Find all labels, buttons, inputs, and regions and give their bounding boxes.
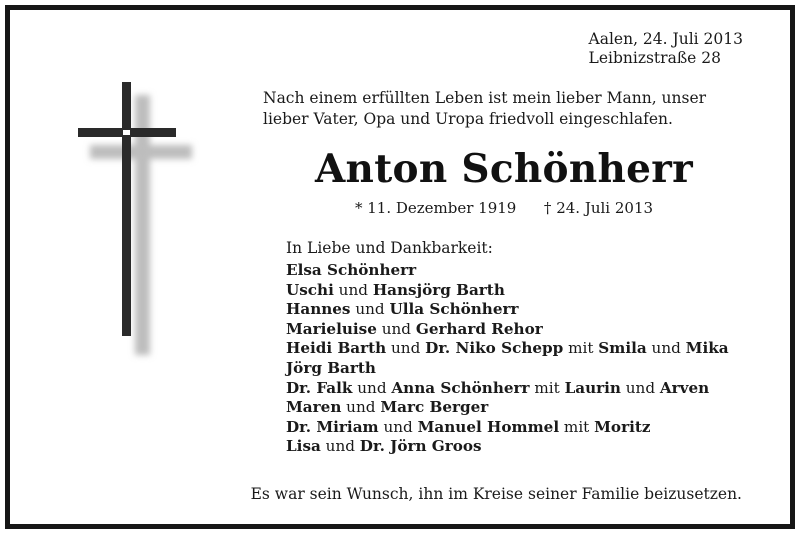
connector: mit bbox=[563, 339, 599, 358]
mourner-line bbox=[286, 300, 729, 320]
address-block bbox=[589, 30, 743, 68]
life-dates bbox=[240, 199, 768, 217]
place-date: Aalen, 24. Juli 2013 bbox=[588, 30, 743, 48]
mourner-line bbox=[286, 398, 729, 418]
mourner-name: Ulla Schönherr bbox=[389, 300, 519, 319]
mourner-name: Smila bbox=[598, 339, 647, 358]
mourner-name: Manuel Hommel bbox=[417, 417, 560, 436]
closing-text: Es war sein Wunsch, ihn im Kreise seiner Familie beizusetzen. bbox=[250, 485, 742, 503]
mourner-name: Anna Schönherr bbox=[391, 378, 530, 397]
death-date: 24. Juli 2013 bbox=[556, 199, 654, 217]
mourner-name: Arven bbox=[659, 378, 710, 397]
mourner-name: Heidi Barth bbox=[286, 339, 387, 358]
mourner-name: Marc Berger bbox=[380, 398, 489, 417]
mourner-name: Hansjörg Barth bbox=[372, 280, 505, 299]
mourner-line bbox=[286, 281, 729, 301]
connector: und bbox=[333, 280, 373, 299]
connector: und bbox=[646, 339, 686, 358]
deceased-name: Anton Schönherr bbox=[315, 146, 693, 192]
street: Leibnizstraße 28 bbox=[588, 49, 721, 67]
mourner-name: Maren bbox=[286, 398, 342, 417]
connector: und bbox=[376, 319, 416, 338]
mourners-intro: In Liebe und Dankbarkeit: bbox=[286, 239, 493, 257]
mourner-name: Dr. Falk bbox=[286, 378, 353, 397]
mourner-name: Uschi bbox=[286, 280, 334, 299]
mourner-name: Jörg Barth bbox=[286, 358, 376, 377]
mourner-line bbox=[286, 320, 729, 340]
mourner-line bbox=[286, 379, 729, 399]
mourner-line bbox=[286, 339, 729, 359]
mourner-name: Gerhard Rehor bbox=[415, 319, 543, 338]
death-symbol: † bbox=[543, 199, 552, 217]
mourners-list bbox=[286, 261, 729, 457]
connector: und bbox=[352, 378, 392, 397]
mourner-name: Dr. Jörn Groos bbox=[359, 437, 482, 456]
mourner-name: Elsa Schönherr bbox=[286, 261, 417, 279]
connector: und bbox=[320, 437, 360, 456]
birth-symbol: * bbox=[354, 199, 363, 217]
mourner-name: Laurin bbox=[564, 378, 621, 397]
mourner-name: Lisa bbox=[286, 437, 321, 456]
mourner-name: Dr. Niko Schepp bbox=[425, 339, 564, 358]
connector: und bbox=[378, 417, 418, 436]
mourner-line bbox=[286, 261, 729, 281]
connector: und bbox=[386, 339, 426, 358]
mourner-line bbox=[286, 359, 729, 379]
mourner-name: Mika bbox=[685, 339, 729, 358]
mourner-name: Hannes bbox=[286, 300, 351, 319]
mourner-name: Dr. Miriam bbox=[286, 417, 379, 436]
intro-text: Nach einem erfüllten Leben ist mein lieber Mann, unser lieber Vater, Opa und Uropa friedvoll eingeschlafen. bbox=[263, 89, 707, 128]
connector: und bbox=[620, 378, 660, 397]
connector: und bbox=[341, 398, 381, 417]
connector: und bbox=[350, 300, 390, 319]
birth-date: 11. Dezember 1919 bbox=[367, 199, 517, 217]
mourner-line bbox=[286, 418, 729, 438]
connector: mit bbox=[529, 378, 565, 397]
mourner-name: Marieluise bbox=[286, 319, 377, 338]
connector: mit bbox=[559, 417, 595, 436]
mourner-name: Moritz bbox=[594, 417, 651, 436]
mourner-line bbox=[286, 437, 729, 457]
